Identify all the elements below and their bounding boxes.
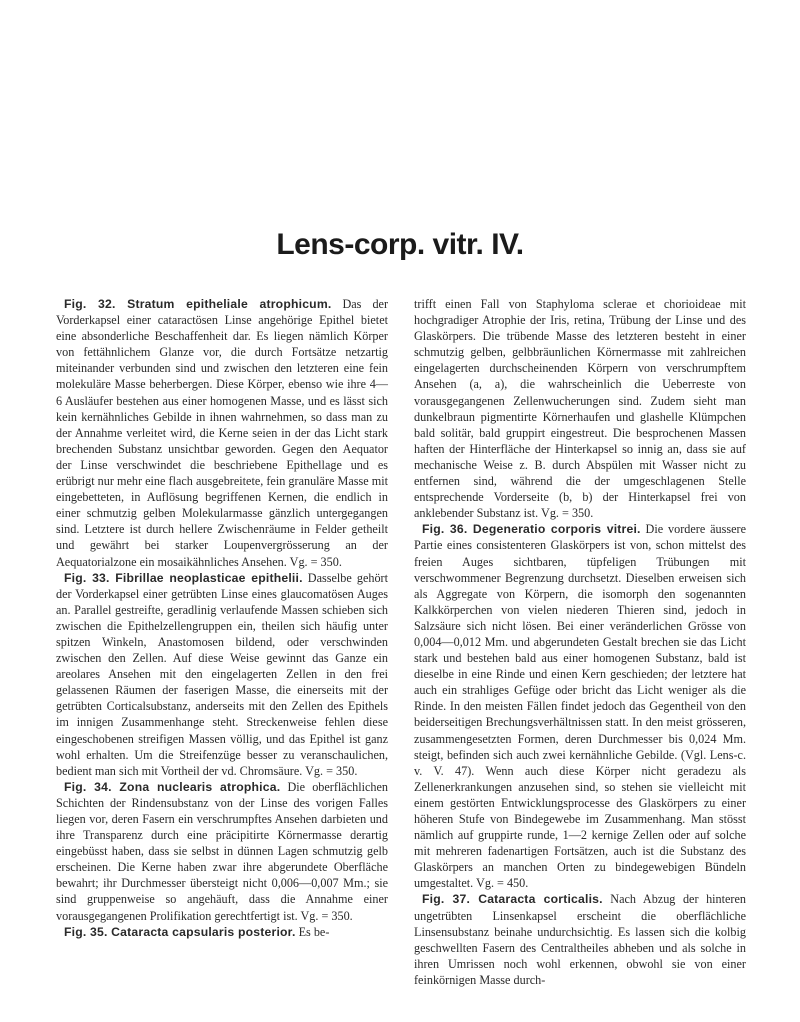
paragraph-text: Das der Vorderkapsel einer cataractösen Linse angehörige Epithel bietet eine absonderliche Beschaffenheit dar. Es liegen nämlich Körper von fettähnlichem Glanze vor, die durch Fortsätze netzartig miteinander verbunden sind und zwischen den letzteren eine fein molekuläre Masse beherbergen. Diese Körper, ebenso wie ihre 4—6 Ausläufer bestehen aus einer homogenen Masse, und es lässt sich kein kernähnliches Gebilde in ihnen wahrnehmen, so dass man zu der Annahme verleitet wird, die Kerne seien in der das Licht stark brechenden Substanz unsichtbar geworden. Gegen den Aequator der Linse verschwindet die beschriebene Epithellage und es erübrigt nur mehr eine flach ausgebreitete, fein granuläre Masse mit eingebetteten, in Auflösung begriffenen Kernen, die endlich in einer schmutzig gelben Molekularmasse gänzlich untergegangen sind. Letztere ist durch hellere Zwischenräume in Felder getheilt und gewährt bei starker Loupenvergrösserung an der Aequatorialzone ein mosaikähnliches Ansehen. Vg. = 350.: [56, 297, 389, 569]
paragraph-fig-34: [56, 779, 388, 924]
paragraph-fig-37: [414, 891, 746, 988]
paragraph-fig-33: [56, 570, 388, 779]
figure-heading: Fig. 34. Zona nuclearis atrophica.: [64, 779, 281, 794]
left-column: [56, 296, 388, 988]
running-head: Lens-corp. vitr. IV.: [276, 228, 524, 261]
figure-heading: Fig. 36. Degeneratio corporis vitrei.: [422, 522, 641, 537]
figure-heading: Fig. 35. Cataracta capsularis posterior.: [64, 924, 296, 939]
right-column: [414, 296, 746, 988]
paragraph-text: Die vordere äussere Partie eines consistenteren Glaskörpers ist von, schon mittelst des freien Auges sichtbaren, tüpfeligen Trübungen mit verschwommener Begrenzung durchsetzt. Dieselben erweisen sich als Aggregate von Körpern, die isomorph den sogenannten Kalkkörperchen von vielen niederen Thieren sind, jedoch in Salzsäure sich nicht lösen. Bei einer veränderlichen Grösse von 0,004—0,012 Mm. und abgerundeten Gestalt brechen sie das Licht stark und bestehen bald aus einer homogenen Substanz, bald ist dieselbe in eine Rinde und einen Kern geschieden; der letztere hat auch ein strahliges Gefüge oder bricht das Licht weniger als die Rinde. In den meisten Fällen findet jedoch das Gegentheil von den beiderseitigen Brechungsverhältnissen statt. In den meist grösseren, zusammengesetzten Formen, deren Durchmesser bis 0,024 Mm. steigt, befinden sich auch zwei kernähnliche Gebilde. (Vgl. Lens-c. v. V. 47). Wenn auch diese Körper nicht geradezu als Zellenerkrankungen anzusehen sind, so stehen sie vielleicht mit einem gestörten Entwicklungsprocesse des Glaskörpers zu einer höheren Stufe von Bindegewebe im Zusammenhang. Man stösst nämlich auf gruppirte runde, 1—2 kernige Zellen oder auf solche mit mehreren fadenartigen Fortsätzen, auch ist die Substanz des Glaskörpers an manchen Orten zu bindegewebigen Bündeln umgestaltet. Vg. = 450.: [414, 522, 746, 891]
paragraph-text: Es be-: [295, 924, 330, 939]
text-columns: [56, 296, 746, 988]
paragraph-fig-36: [414, 521, 746, 891]
paragraph-text: Dasselbe gehört der Vorderkapsel einer getrübten Linse eines glaucomatösen Auges an. Parallel gestreifte, geradlinig verlaufende Massen schieben sich zwischen die Epithelzellengruppen ein, theilen sich häufig unter spitzen Winkeln, Anastomosen bildend, oder verschwinden zwischen den Zellen. Auf diese Weise gewinnt das Ganze ein areolares Ansehen mit den eingelagerten Zellen in den frei gelassenen Räumen der faserigen Masse, die einerseits mit der getrübten Corticalsubstanz, anderseits mit den Zellen des Epithels im innigen Zusammenhange steht. Streckenweise fehlen diese eingeschobenen streifigen Massen völlig, und das Epithel ist ganz wohl erhalten. Um die Streifenzüge besser zu veranschaulichen, bedient man sich mit Vortheil der vd. Chromsäure. Vg. = 350.: [56, 570, 388, 778]
figure-heading: Fig. 37. Cataracta corticalis.: [422, 892, 603, 907]
paragraph-text: trifft einen Fall von Staphyloma sclerae et chorioideae mit hochgradiger Atrophie der Iris, retina, Trübung der Linse und des Glaskörpers. Die trübende Masse des letzteren besteht in einer schmutzig gelben, gelbbräunlichen Körnermasse mit zahlreichen eingelagerten durchscheinenden Körpern von verschrumpftem Ansehen (a, a), die wahrscheinlich die Ueberreste von vorausgegangenen Zellenwucherungen sind. Zudem sieht man dunkelbraun pigmentirte Körnerhaufen und glashelle Klümpchen bald solitär, bald gruppirt eingestreut. Die besprochenen Massen haften der Hinterfläche der Hinterkapsel so innig an, dass sie auf mechanische Weise z. B. durch Abspülen mit Wasser nicht zu entfernen sind, während die der umgeschlagenen Stelle entsprechende Vorderseite (b, b) der Hinterkapsel frei von anklebender Substanz ist. Vg. = 350.: [414, 297, 746, 521]
paragraph-text: Nach Abzug der hinteren ungetrübten Linsenkapsel erscheint die oberflächliche Linsensubstanz beinahe undurchsichtig. Es lassen sich die kolbig geschwellten Fasern des Centraltheiles abheben und als solche in ihren Umrissen noch wohl erkennen, obwohl sie von einer feinkörnigen Masse durch-: [414, 892, 746, 987]
paragraph-text: Die oberflächlichen Schichten der Rindensubstanz von der Linse des vorigen Falles liegen vor, deren Fasern ein verschrumpftes Ansehen darbieten und ihre Transparenz durch eine präcipitirte Körnermasse derartig eingebüsst haben, dass sie selbst in dünnen Lagen schmutzig gelb erscheinen. Die Kerne haben zwar ihre abgerundete Oberfläche bewahrt; ihr Durchmesser übersteigt nicht 0,006—0,007 Mm.; sie sind gruppenweise so angehäuft, dass die Annahme einer vorausgegangenen Prolifikation gerechtfertigt ist. Vg. = 350.: [56, 779, 388, 923]
paragraph-fig-32: [56, 296, 388, 570]
paragraph-fig-35: [56, 924, 388, 940]
figure-heading: Fig. 33. Fibrillae neoplasticae epithelii.: [64, 570, 303, 585]
figure-heading: Fig. 32. Stratum epitheliale atrophicum.: [64, 297, 332, 311]
paragraph-fig-35-continued: [414, 296, 746, 521]
